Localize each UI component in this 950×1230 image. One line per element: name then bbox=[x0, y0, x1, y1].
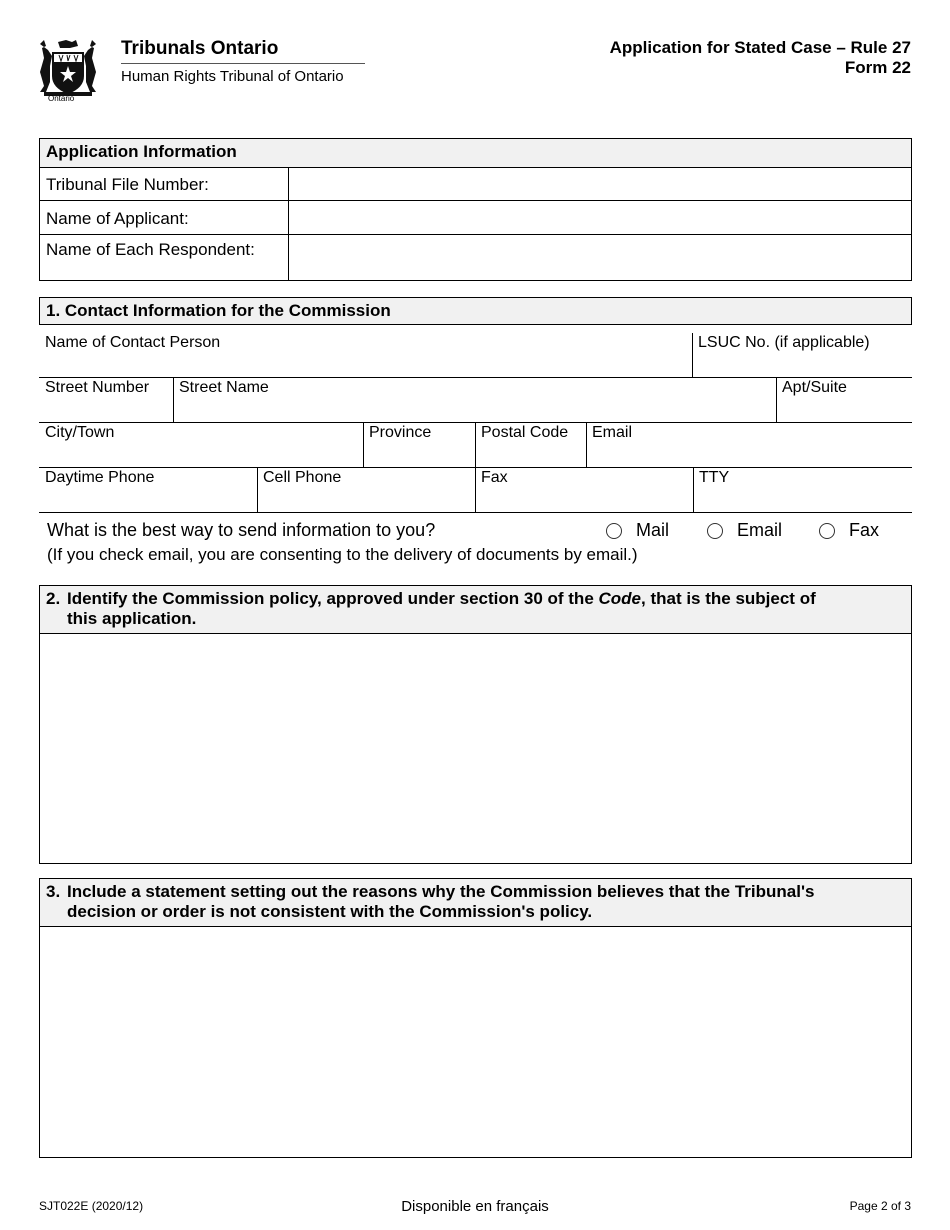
form-title: Application for Stated Case – Rule 27 bbox=[609, 38, 911, 57]
logo-caption: Ontario bbox=[48, 94, 75, 103]
radio-fax[interactable] bbox=[819, 520, 879, 541]
lsuc-field[interactable] bbox=[693, 325, 912, 377]
applicant-label: Name of Applicant: bbox=[46, 209, 189, 228]
section3-number: 3. bbox=[46, 882, 61, 901]
app-info-heading: Application Information bbox=[46, 142, 237, 161]
contact-person-label: Name of Contact Person bbox=[45, 334, 221, 351]
daytime-phone-field[interactable] bbox=[39, 468, 257, 512]
form-title-block bbox=[610, 38, 911, 78]
province-field[interactable] bbox=[364, 423, 475, 467]
email-label: Email bbox=[592, 424, 633, 441]
section2-text-after: , that is the subject of bbox=[641, 589, 816, 608]
contact-person-field[interactable] bbox=[39, 325, 692, 377]
radio-mail-circle[interactable] bbox=[606, 523, 622, 539]
province-label: Province bbox=[369, 424, 432, 441]
application-info-table bbox=[39, 138, 912, 281]
street-number-label: Street Number bbox=[45, 379, 150, 396]
section2-code-italic: Code bbox=[598, 589, 641, 608]
lsuc-label: LSUC No. (if applicable) bbox=[698, 334, 870, 351]
radio-email-circle[interactable] bbox=[707, 523, 723, 539]
city-field[interactable] bbox=[39, 423, 363, 467]
apt-suite-field[interactable] bbox=[777, 378, 912, 422]
row-divider bbox=[39, 512, 912, 513]
best-way-question: What is the best way to send information to you? bbox=[47, 520, 436, 540]
section1-header bbox=[39, 297, 912, 325]
form-number: Form 22 bbox=[844, 58, 911, 77]
radio-mail[interactable] bbox=[606, 520, 669, 541]
file-number-label: Tribunal File Number: bbox=[46, 175, 209, 194]
respondent-label: Name of Each Respondent: bbox=[46, 240, 255, 259]
section2-line2: this application. bbox=[67, 609, 197, 628]
daytime-phone-label: Daytime Phone bbox=[45, 469, 155, 486]
city-label: City/Town bbox=[45, 424, 115, 441]
section1-heading: 1. Contact Information for the Commission bbox=[46, 301, 391, 320]
tty-label: TTY bbox=[699, 469, 730, 486]
radio-fax-label: Fax bbox=[849, 520, 880, 540]
section3-line1: Include a statement setting out the reasons why the Commission believes that the Tribunal's bbox=[67, 882, 815, 901]
tty-field[interactable] bbox=[694, 468, 912, 512]
form-code: SJT022E (2020/12) bbox=[39, 1199, 144, 1213]
radio-mail-label: Mail bbox=[636, 520, 670, 540]
fax-label: Fax bbox=[481, 469, 508, 486]
section2-textarea[interactable] bbox=[40, 634, 911, 863]
street-number-field[interactable] bbox=[39, 378, 173, 422]
respondent-field[interactable] bbox=[289, 235, 911, 281]
section3-line2: decision or order is not consistent with the Commission's policy. bbox=[67, 902, 593, 921]
email-consent-note: (If you check email, you are consenting to the delivery of documents by email.) bbox=[47, 545, 638, 564]
page-number: Page 2 of 3 bbox=[849, 1199, 911, 1213]
street-name-label: Street Name bbox=[179, 379, 269, 396]
postal-code-field[interactable] bbox=[476, 423, 586, 467]
fax-field[interactable] bbox=[476, 468, 693, 512]
radio-fax-circle[interactable] bbox=[819, 523, 835, 539]
section2-box bbox=[39, 585, 912, 864]
org-divider bbox=[121, 63, 365, 64]
contact-fields-grid bbox=[39, 325, 912, 512]
section3-textarea[interactable] bbox=[40, 927, 911, 1157]
apt-suite-label: Apt/Suite bbox=[782, 379, 847, 396]
applicant-field[interactable] bbox=[289, 201, 911, 234]
file-number-field[interactable] bbox=[289, 168, 911, 200]
cell-phone-field[interactable] bbox=[258, 468, 475, 512]
section2-number: 2. bbox=[46, 589, 61, 608]
org-subtitle: Human Rights Tribunal of Ontario bbox=[121, 68, 344, 85]
org-name: Tribunals Ontario bbox=[121, 38, 279, 59]
radio-email[interactable] bbox=[707, 520, 782, 541]
cell-phone-label: Cell Phone bbox=[263, 469, 342, 486]
email-field[interactable] bbox=[587, 423, 912, 467]
section2-heading bbox=[67, 589, 907, 629]
postal-code-label: Postal Code bbox=[481, 424, 569, 441]
radio-email-label: Email bbox=[737, 520, 783, 540]
section3-box bbox=[39, 878, 912, 1158]
french-availability: Disponible en français bbox=[401, 1198, 549, 1215]
section2-text-before: Identify the Commission policy, approved under section 30 of the bbox=[67, 589, 599, 608]
section3-heading bbox=[67, 882, 907, 922]
street-name-field[interactable] bbox=[174, 378, 776, 422]
